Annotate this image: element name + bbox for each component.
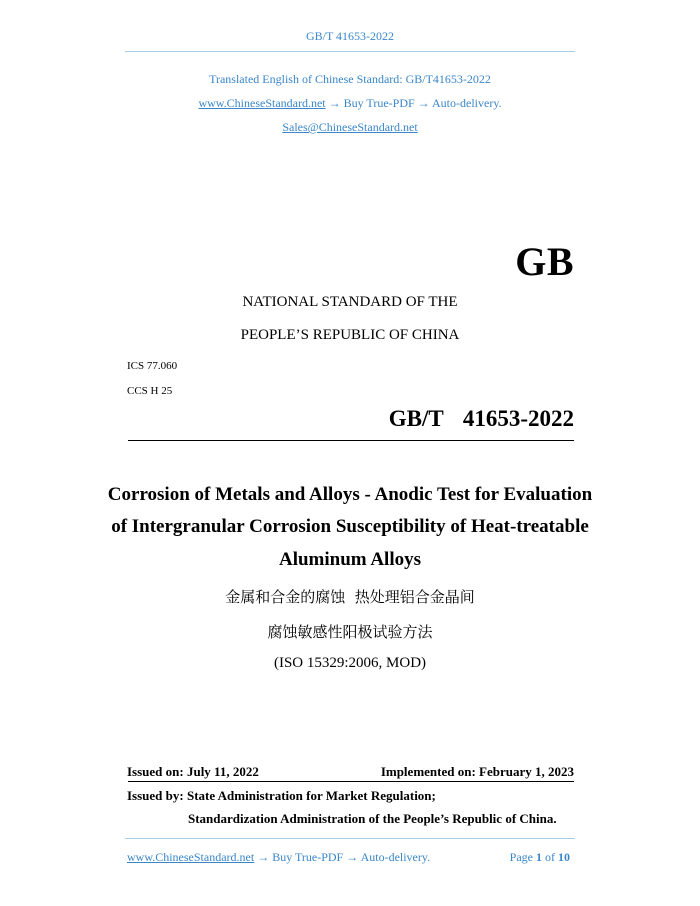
footer-divider — [125, 838, 575, 839]
promo-email-link[interactable]: Sales@ChineseStandard.net — [282, 120, 418, 134]
iso-reference: (ISO 15329:2006, MOD) — [273, 655, 427, 671]
page-indicator — [510, 850, 570, 865]
dates-rule — [128, 781, 574, 782]
gb-mark: GB — [515, 239, 574, 284]
issued-on-date: Issued on: July 11, 2022 — [127, 764, 259, 779]
title-line-3: Aluminum Alloys — [278, 549, 421, 570]
footer-purchase-text: → Buy True-PDF → Auto-delivery. — [254, 850, 431, 864]
header-divider — [125, 51, 575, 52]
promo-email-line — [0, 120, 700, 135]
page-current: 1 — [536, 850, 542, 864]
page-total: 10 — [558, 850, 570, 864]
national-standard-line2: PEOPLE’S REPUBLIC OF CHINA — [240, 327, 460, 343]
national-standard-line1: NATIONAL STANDARD OF THE — [242, 294, 458, 310]
implemented-on-date: Implemented on: February 1, 2023 — [380, 764, 574, 779]
chinese-title-line-2: 腐蚀敏感性阳极试验方法 — [267, 623, 433, 641]
standard-number: GB/T 41653-2022 — [388, 406, 574, 431]
ics-code: ICS 77.060 — [127, 360, 178, 372]
promo-site-link[interactable]: www.ChineseStandard.net — [198, 96, 326, 110]
promo-purchase-text: → Buy True-PDF → Auto-delivery. — [325, 96, 502, 110]
page-header-code: GB/T 41653-2022 — [305, 29, 395, 43]
title-line-2: of Intergranular Corrosion Susceptibility of Heat-treatable — [111, 516, 589, 537]
issued-by-line2: Standardization Administration of the People’s Republic of China. — [188, 811, 557, 826]
footer-promo — [127, 850, 430, 865]
standard-number-rule — [128, 440, 574, 441]
promo-purchase-line — [0, 96, 700, 111]
issued-by-line1: Issued by: State Administration for Market Regulation; — [127, 788, 436, 803]
title-line-1: Corrosion of Metals and Alloys - Anodic Test for Evaluation — [107, 484, 593, 505]
of-word: of — [545, 850, 555, 864]
page-word: Page — [509, 850, 533, 864]
footer-site-link[interactable]: www.ChineseStandard.net — [127, 850, 255, 864]
promo-translation-line: Translated English of Chinese Standard: GB/T41653-2022 — [209, 72, 491, 86]
ccs-code: CCS H 25 — [127, 385, 173, 397]
chinese-title-line-1: 金属和合金的腐蚀 热处理铝合金晶间 — [225, 588, 475, 606]
